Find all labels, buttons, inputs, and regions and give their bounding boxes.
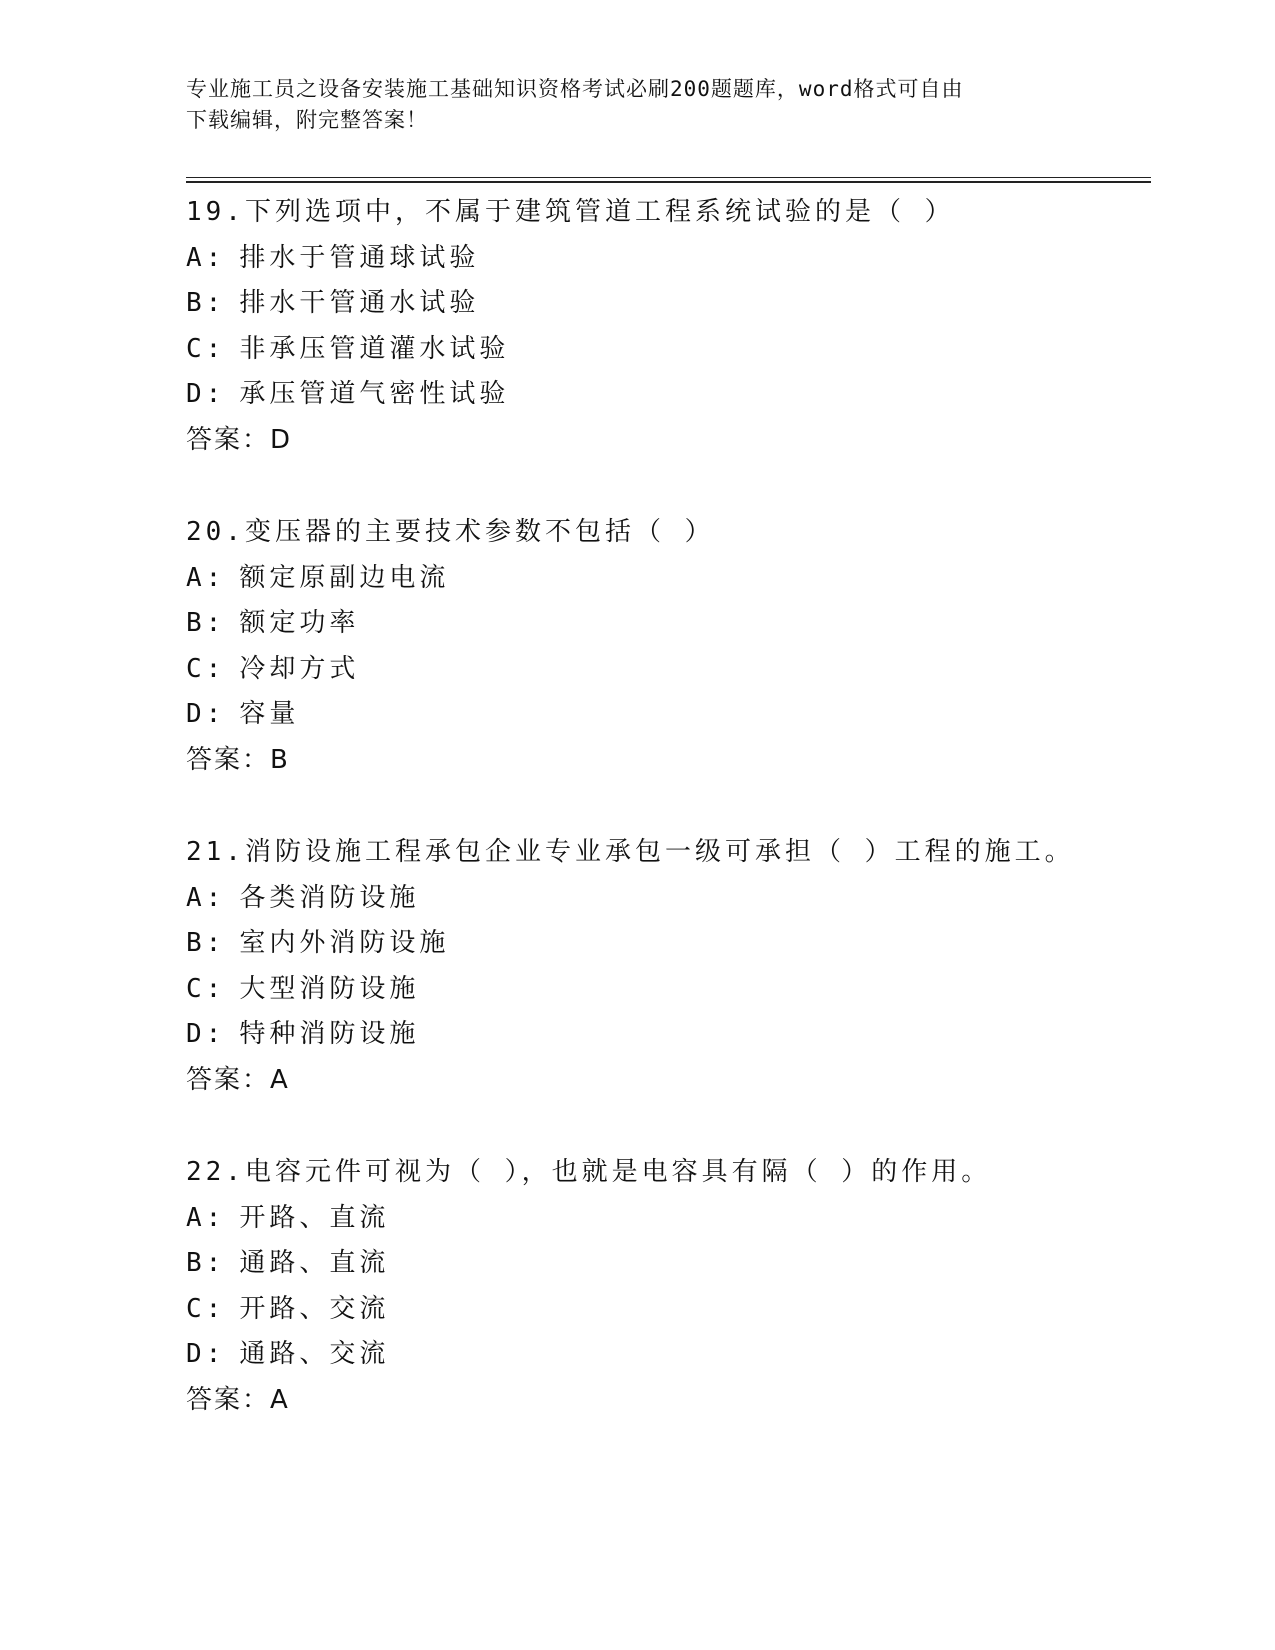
option-text: 承压管道气密性试验: [239, 379, 510, 409]
option-c: [186, 1287, 1146, 1333]
answer-line: [186, 1058, 1146, 1104]
answer-value: D: [270, 424, 293, 455]
option-text: 特种消防设施: [239, 1019, 420, 1049]
option-letter: C:: [186, 1293, 226, 1324]
answer-line: [186, 418, 1146, 464]
header-line-1: 专业施工员之设备安装施工基础知识资格考试必刷200题题库，word格式可自由: [186, 77, 964, 101]
document-header: [186, 74, 1066, 136]
option-letter: C:: [186, 973, 226, 1004]
option-c: [186, 967, 1146, 1013]
option-letter: A:: [186, 562, 226, 593]
option-letter: A:: [186, 1202, 226, 1233]
option-letter: A:: [186, 882, 226, 913]
option-text: 通路、交流: [239, 1339, 390, 1369]
answer-label: 答案：: [186, 744, 271, 775]
option-text: 排水干管通水试验: [239, 288, 480, 318]
question-list: [186, 190, 1146, 1470]
question-21: [186, 830, 1146, 1103]
question-stem: 19.下列选项中，不属于建筑管道工程系统试验的是（ ）: [186, 197, 955, 227]
option-letter: B:: [186, 928, 226, 958]
question-stem: 20.变压器的主要技术参数不包括（ ）: [186, 517, 715, 547]
answer-value: B: [270, 744, 290, 775]
option-letter: D:: [186, 699, 226, 729]
header-divider-thick: [186, 181, 1151, 183]
option-a: [186, 236, 1146, 282]
option-d: [186, 372, 1146, 418]
option-b: [186, 281, 1146, 327]
option-b: [186, 1241, 1146, 1287]
option-b: [186, 921, 1146, 967]
option-letter: D:: [186, 1339, 226, 1369]
answer-label: 答案：: [186, 424, 271, 455]
option-text: 额定原副边电流: [239, 562, 450, 593]
option-text: 非承压管道灌水试验: [239, 333, 510, 364]
header-line-2: 下载编辑，附完整答案！: [186, 108, 428, 132]
option-text: 容量: [239, 699, 300, 729]
answer-label: 答案：: [186, 1064, 271, 1095]
option-c: [186, 647, 1146, 693]
option-letter: A:: [186, 242, 226, 273]
option-text: 通路、直流: [239, 1248, 390, 1278]
option-text: 开路、交流: [239, 1293, 390, 1324]
question-22: [186, 1150, 1146, 1423]
option-c: [186, 327, 1146, 373]
option-letter: C:: [186, 653, 226, 684]
option-d: [186, 692, 1146, 738]
option-text: 大型消防设施: [239, 973, 420, 1004]
answer-value: A: [270, 1384, 290, 1415]
question-stem: 22.电容元件可视为（ ），也就是电容具有隔（ ）的作用。: [186, 1157, 992, 1187]
answer-line: [186, 738, 1146, 784]
option-letter: D:: [186, 1019, 226, 1049]
option-a: [186, 876, 1146, 922]
option-letter: B:: [186, 1248, 226, 1278]
option-letter: C:: [186, 333, 226, 364]
answer-line: [186, 1378, 1146, 1424]
answer-value: A: [270, 1064, 290, 1095]
option-text: 额定功率: [239, 608, 360, 638]
option-letter: D:: [186, 379, 226, 409]
answer-label: 答案：: [186, 1384, 271, 1415]
option-d: [186, 1332, 1146, 1378]
option-letter: B:: [186, 288, 226, 318]
option-a: [186, 1196, 1146, 1242]
option-b: [186, 601, 1146, 647]
option-text: 冷却方式: [239, 653, 360, 684]
option-text: 开路、直流: [239, 1202, 390, 1233]
option-text: 排水于管通球试验: [239, 242, 480, 273]
question-20: [186, 510, 1146, 783]
option-letter: B:: [186, 608, 226, 638]
option-text: 各类消防设施: [239, 882, 420, 913]
header-divider-thin: [186, 177, 1151, 178]
question-19: [186, 190, 1146, 463]
option-text: 室内外消防设施: [239, 928, 450, 958]
option-d: [186, 1012, 1146, 1058]
question-stem: 21.消防设施工程承包企业专业承包一级可承担（ ）工程的施工。: [186, 837, 1075, 867]
option-a: [186, 556, 1146, 602]
